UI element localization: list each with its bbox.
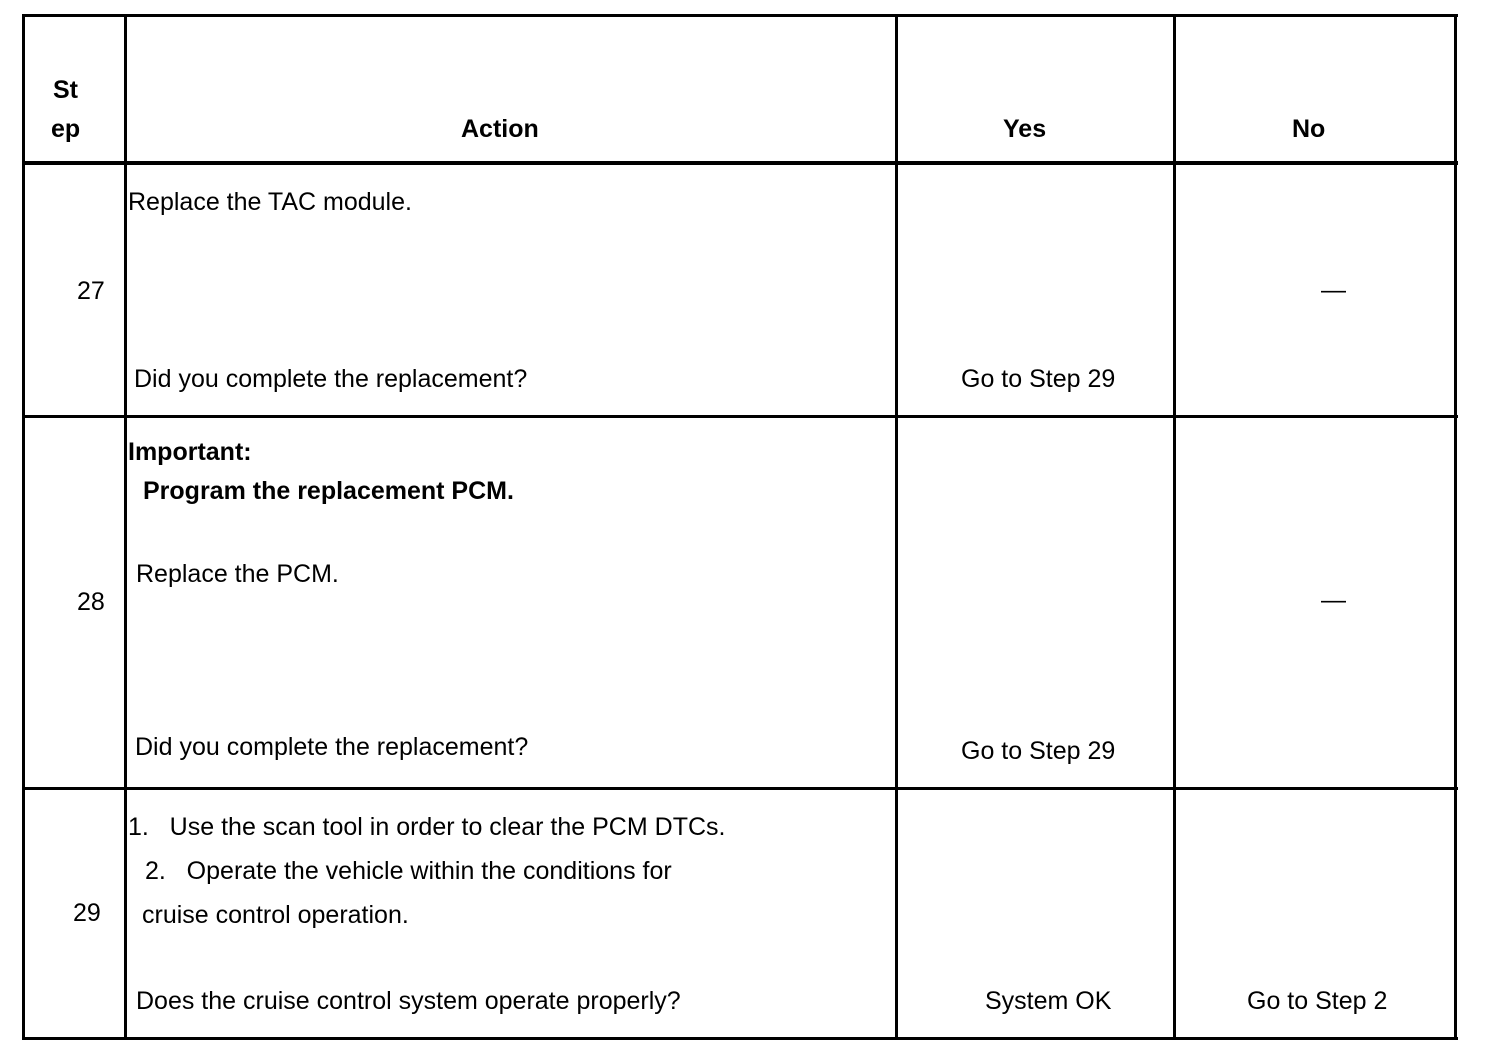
table-border-bottom — [22, 1037, 1458, 1040]
header-step-line2: ep — [51, 115, 81, 143]
question-29: Does the cruise control system operate properly? — [136, 987, 681, 1015]
table-border-left — [22, 14, 25, 1040]
header-step-line1: St — [53, 76, 78, 104]
action-intro-27: Replace the TAC module. — [128, 188, 412, 216]
yes-result-28: Go to Step 29 — [961, 737, 1116, 765]
no-result-28: — — [1321, 586, 1346, 614]
col-divider-step — [124, 14, 127, 1040]
row-divider-28 — [22, 787, 1458, 790]
header-no: No — [1292, 115, 1326, 143]
step-number-27: 27 — [77, 277, 105, 305]
table-border-right — [1454, 14, 1457, 1040]
yes-result-29: System OK — [985, 987, 1112, 1015]
action-item-29-2: 2. Operate the vehicle within the conditions for — [145, 857, 672, 885]
diagnostic-table — [22, 14, 1458, 1040]
question-28: Did you complete the replacement? — [135, 733, 529, 761]
col-divider-action — [895, 14, 898, 1040]
action-item-29-3: cruise control operation. — [142, 901, 409, 929]
important-label-28: Important: — [128, 438, 252, 466]
question-27: Did you complete the replacement? — [134, 365, 528, 393]
table-border-top — [22, 14, 1458, 17]
step-number-28: 28 — [77, 588, 105, 616]
important-text-28: Program the replacement PCM. — [143, 477, 514, 505]
yes-result-27: Go to Step 29 — [961, 365, 1116, 393]
col-divider-yes — [1173, 14, 1176, 1040]
row-divider-27 — [22, 415, 1458, 418]
no-result-29: Go to Step 2 — [1247, 987, 1388, 1015]
action-item-29-1: 1. Use the scan tool in order to clear the PCM DTCs. — [128, 813, 726, 841]
header-yes: Yes — [1003, 115, 1047, 143]
action-intro-28: Replace the PCM. — [136, 560, 339, 588]
no-result-27: — — [1321, 276, 1346, 304]
step-number-29: 29 — [73, 899, 101, 927]
header-action: Action — [461, 115, 539, 143]
header-divider — [22, 161, 1458, 165]
